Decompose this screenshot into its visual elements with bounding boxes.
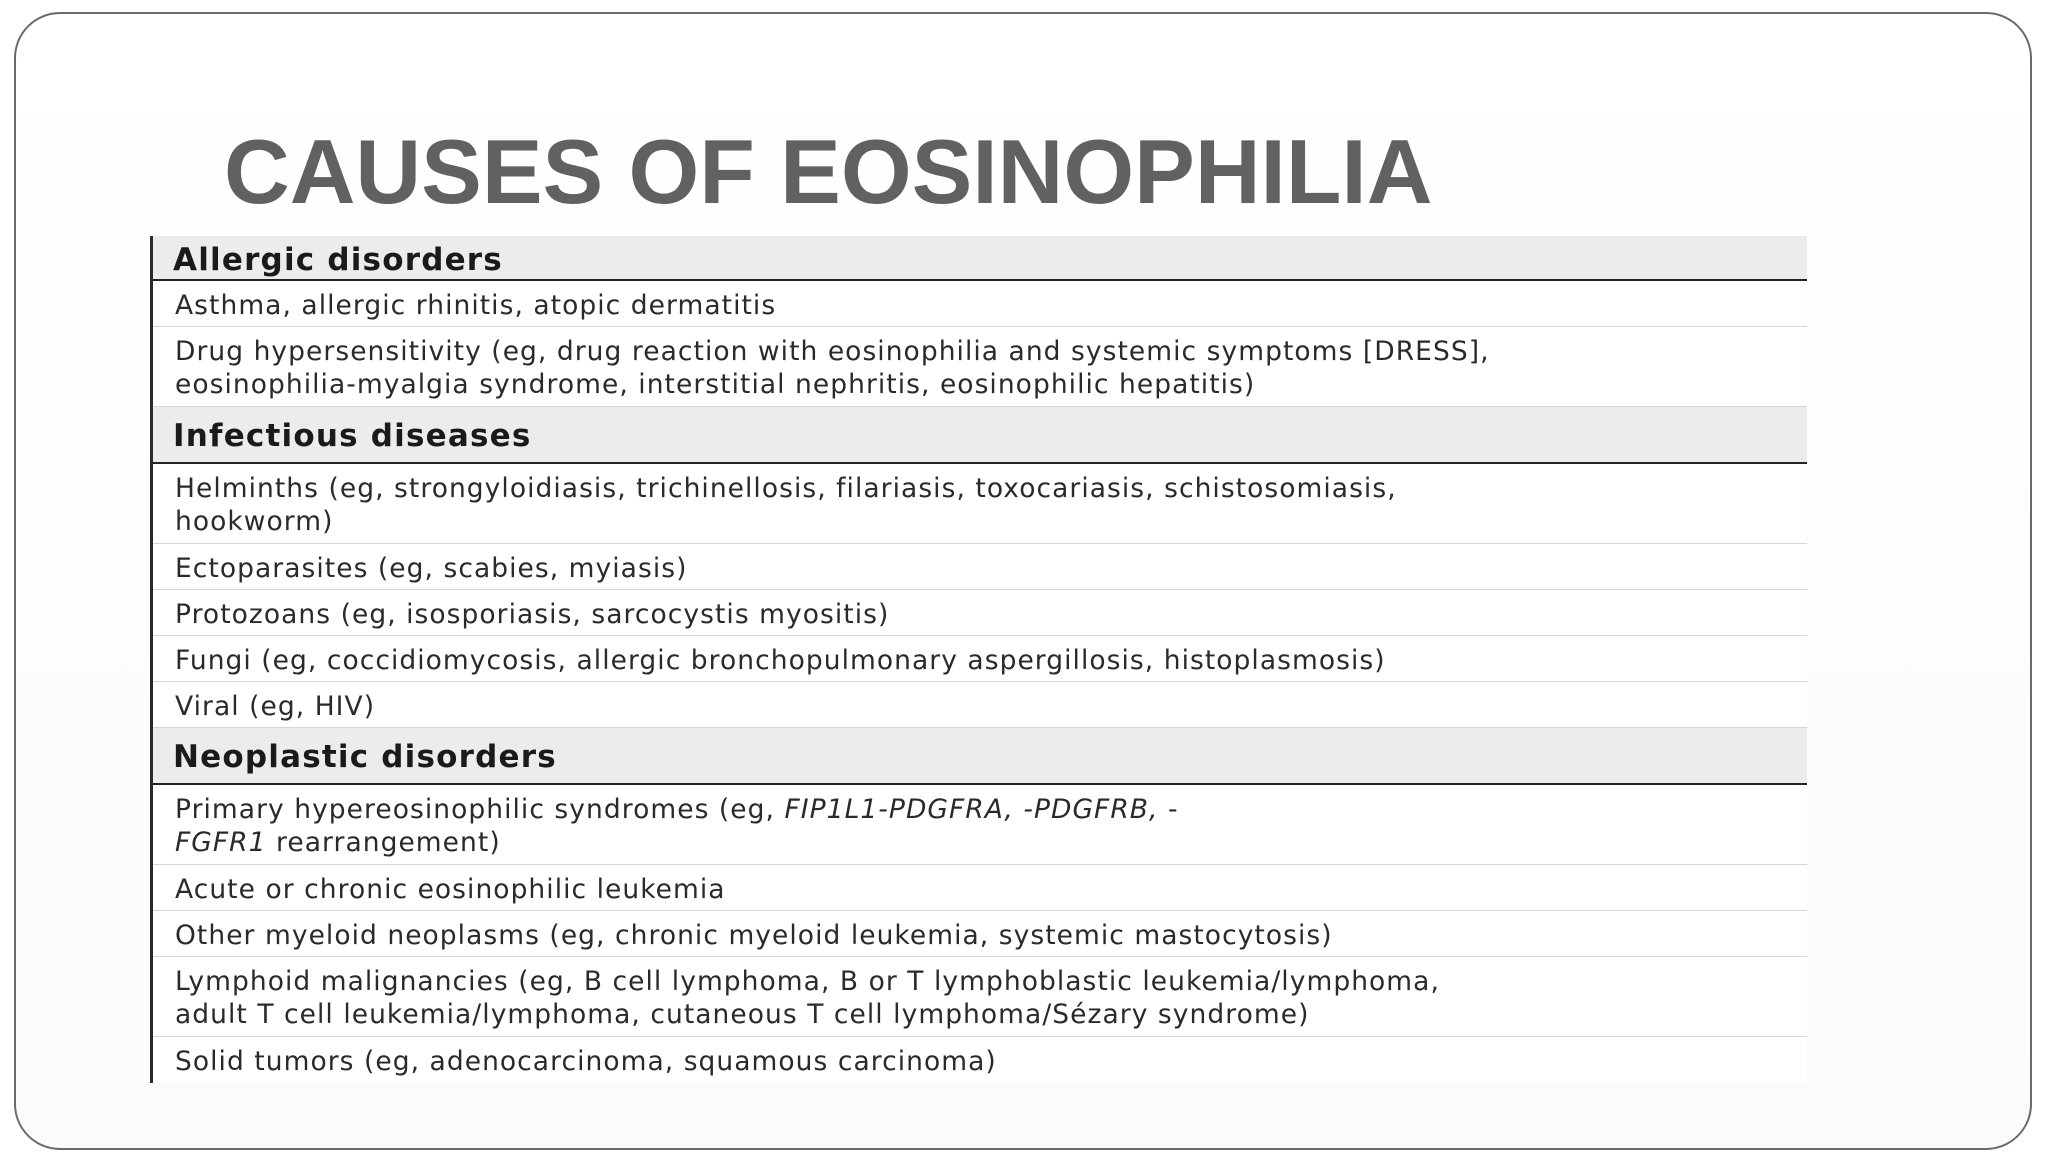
- row-text: Viral (eg, HIV): [175, 691, 376, 722]
- row-text-suffix: rearrangement): [266, 827, 501, 858]
- row-text-prefix: Primary hypereosinophilic syndromes (eg,: [175, 794, 785, 825]
- table-row: [153, 636, 1807, 682]
- row-text: eosinophilia-myalgia syndrome, interstitial nephritis, eosinophilic hepatitis): [175, 369, 1256, 400]
- table-row: [153, 464, 1807, 544]
- table-row: [153, 865, 1807, 911]
- table-row: [153, 682, 1807, 728]
- row-text: Protozoans (eg, isosporiasis, sarcocystis myositis): [175, 599, 890, 630]
- row-text: Lymphoid malignancies (eg, B cell lymphoma, B or T lymphoblastic leukemia/lymphoma,: [175, 966, 1440, 997]
- section-header-neoplastic: Neoplastic disorders: [153, 728, 1807, 785]
- causes-table: [150, 236, 1807, 1083]
- row-text: Asthma, allergic rhinitis, atopic dermatitis: [175, 290, 777, 321]
- table-row: [153, 957, 1807, 1037]
- row-text: Acute or chronic eosinophilic leukemia: [175, 874, 726, 905]
- table-row: [153, 590, 1807, 636]
- row-text-line: [175, 793, 1787, 826]
- section-header-allergic: Allergic disorders: [153, 236, 1807, 281]
- row-text: Helminths (eg, strongyloidiasis, trichinellosis, filariasis, toxocariasis, schistosomiasis,: [175, 473, 1397, 504]
- table-row: [153, 327, 1807, 407]
- table-row: [153, 785, 1807, 865]
- row-text: hookworm): [175, 506, 334, 537]
- row-text-suffix: -: [1158, 794, 1179, 825]
- row-text-line: [175, 826, 1787, 859]
- section-header-infectious: Infectious diseases: [153, 407, 1807, 464]
- gene-name-italic: FGFR1: [175, 827, 267, 858]
- row-text: adult T cell leukemia/lymphoma, cutaneous T cell lymphoma/Sézary syndrome): [175, 999, 1310, 1030]
- table-row: [153, 911, 1807, 957]
- table-row: [153, 544, 1807, 590]
- row-text: Fungi (eg, coccidiomycosis, allergic bronchopulmonary aspergillosis, histoplasmosis): [175, 645, 1386, 676]
- row-text: Other myeloid neoplasms (eg, chronic myeloid leukemia, systemic mastocytosis): [175, 920, 1333, 951]
- slide-title: CAUSES OF EOSINOPHILIA: [224, 122, 1433, 223]
- row-text: Drug hypersensitivity (eg, drug reaction with eosinophilia and systemic symptoms [DRESS],: [175, 336, 1490, 367]
- table-row: [153, 281, 1807, 327]
- row-text: Ectoparasites (eg, scabies, myiasis): [175, 553, 688, 584]
- gene-name-italic: FIP1L1-PDGFRA, -PDGFRB,: [784, 794, 1159, 825]
- table-row: [153, 1037, 1807, 1083]
- row-text: Solid tumors (eg, adenocarcinoma, squamous carcinoma): [175, 1046, 997, 1077]
